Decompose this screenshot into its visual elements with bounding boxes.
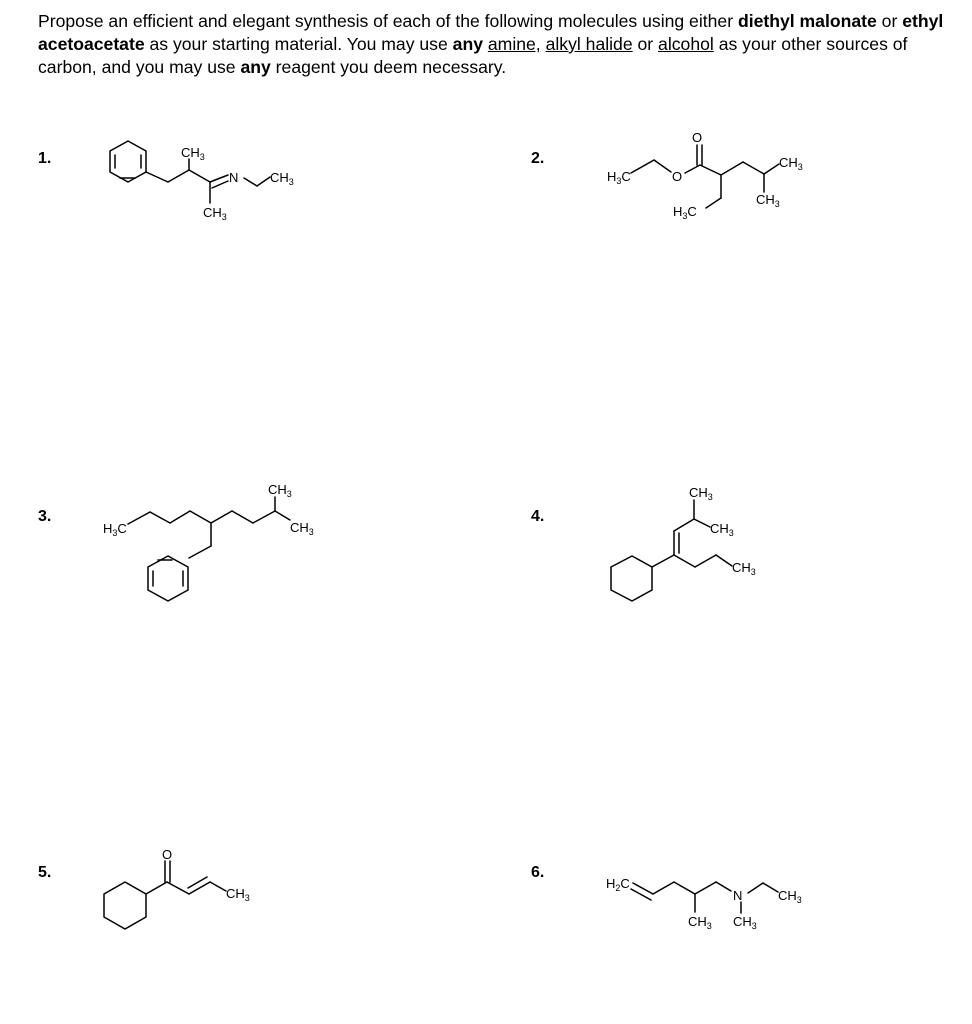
label-o: O bbox=[672, 169, 683, 184]
label-ch3: $CH_3$ bbox=[779, 155, 803, 172]
problem-number-3: 3. bbox=[38, 508, 52, 525]
label-n: N bbox=[229, 170, 239, 185]
label-ch3: $CH_3$ bbox=[732, 560, 756, 577]
label-h3c: $H_3C$ bbox=[103, 521, 127, 538]
label-h3c: $H_3C$ bbox=[607, 169, 631, 186]
label-ch3: $CH_3$ bbox=[710, 521, 734, 538]
underline-alkyl-halide: alkyl halide bbox=[545, 34, 633, 54]
label-ch3: $CH_3$ bbox=[778, 888, 802, 905]
reagent-ethyl-acetoacetate: ethyl acetoacetate bbox=[38, 11, 944, 54]
label-ch3: $CH_3$ bbox=[688, 914, 712, 931]
label-h2c: $H_2C$ bbox=[606, 876, 630, 893]
label-ch3: $CH_3$ bbox=[268, 482, 292, 499]
instructions-text: Propose an efficient and elegant synthesis of each of the following molecules using either diethyl malonate or ethyl acetoacetate as your starting material. You may use any amine, alkyl halide or alcohol as your other sources of carbon, and you may use any reagent you deem necessary. bbox=[38, 11, 944, 77]
label-ch3: $CH_3$ bbox=[270, 170, 294, 187]
label-o: O bbox=[692, 130, 703, 145]
label-ch3: $CH_3$ bbox=[203, 205, 227, 222]
emphasis-any: any bbox=[452, 34, 483, 54]
instructions-part: as your starting material. You may use bbox=[144, 34, 453, 54]
label-n: N bbox=[733, 888, 743, 903]
problem-number-1: 1. bbox=[38, 150, 52, 167]
label-ch3: $CH_3$ bbox=[290, 520, 314, 537]
label-o: O bbox=[162, 847, 173, 862]
emphasis-any: any bbox=[240, 57, 271, 77]
underline-amine: amine, bbox=[487, 34, 541, 54]
label-ch3: $CH_3$ bbox=[756, 192, 780, 209]
label-ch3: $CH_3$ bbox=[181, 145, 205, 162]
reagent-diethyl-malonate: diethyl malonate bbox=[737, 11, 877, 31]
underline-alcohol: alcohol bbox=[658, 34, 714, 54]
instructions-part: Propose an efficient and elegant synthesis of each of the following molecules using either bbox=[38, 11, 738, 31]
problem-number-2: 2. bbox=[531, 150, 545, 167]
molecule-6-bonds bbox=[631, 882, 778, 913]
label-h3c: $H_3C$ bbox=[673, 204, 697, 221]
problem-number-5: 5. bbox=[38, 864, 52, 881]
problem-number-6: 6. bbox=[531, 864, 545, 881]
label-ch3: $CH_3$ bbox=[733, 914, 757, 931]
instructions-part: or bbox=[876, 11, 903, 31]
problem-number-4: 4. bbox=[531, 508, 545, 525]
label-ch3: $CH_3$ bbox=[689, 485, 713, 502]
label-ch3: $CH_3$ bbox=[226, 886, 250, 903]
